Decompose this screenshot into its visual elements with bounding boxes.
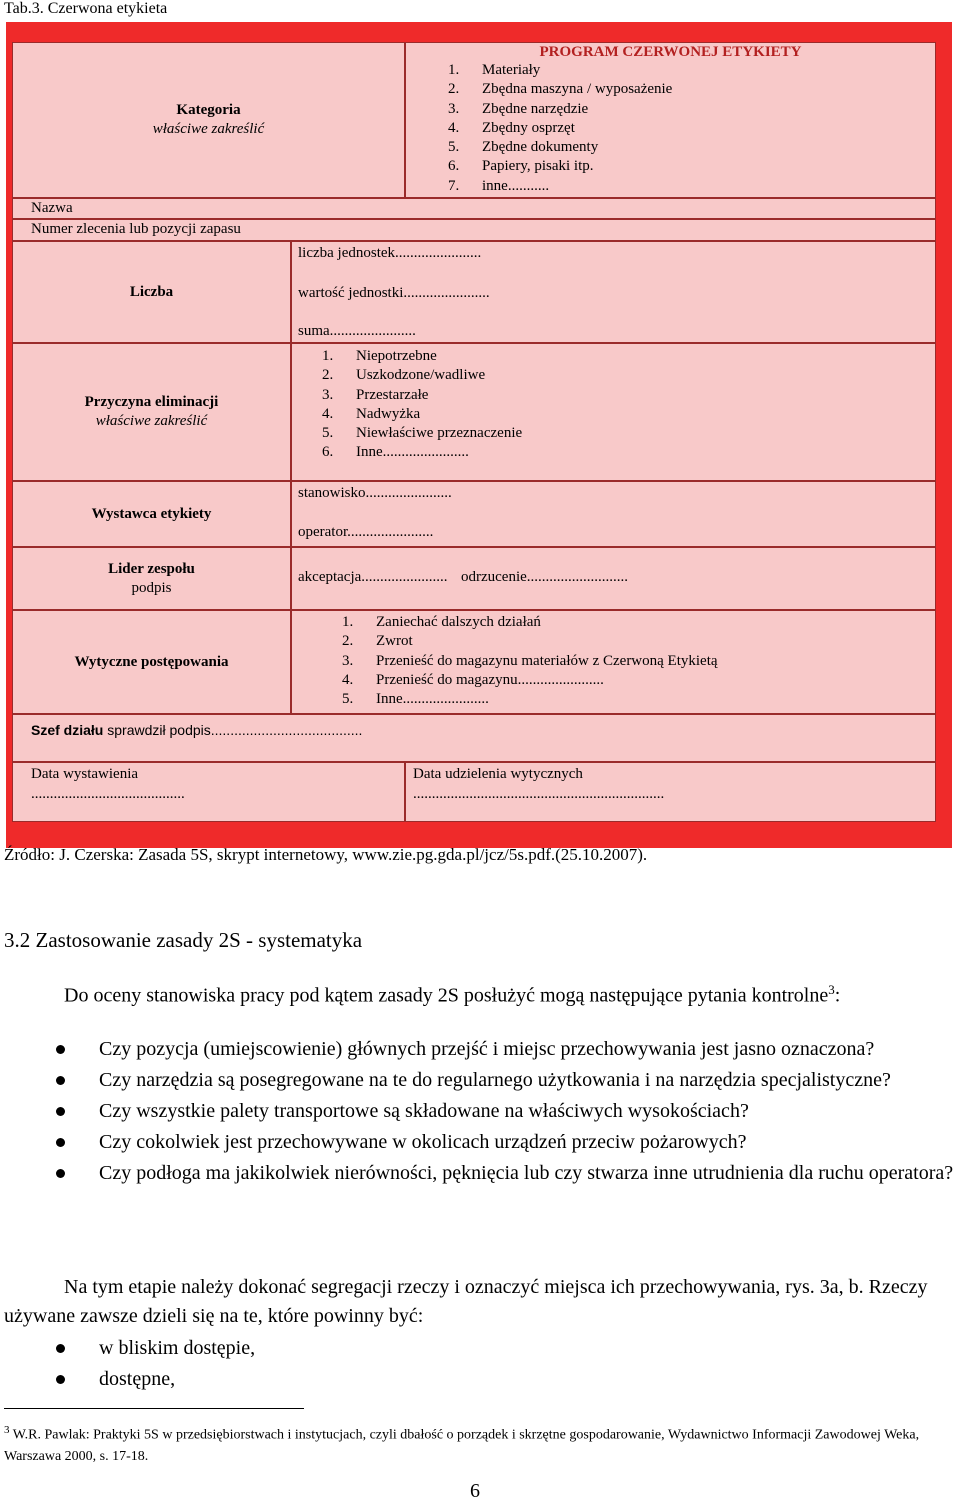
suma: suma....................... bbox=[298, 323, 416, 339]
category-item bbox=[448, 138, 672, 157]
reason-item-number: 4. bbox=[322, 405, 334, 422]
category-list bbox=[448, 61, 672, 196]
reason-item-number: 2. bbox=[322, 367, 334, 384]
bullet-icon bbox=[56, 1076, 65, 1085]
numer-label: Numer zlecenia lub pozycji zapasu bbox=[31, 221, 241, 237]
lider-cell bbox=[12, 547, 291, 610]
question-item bbox=[56, 1097, 956, 1126]
reason-item-text: Inne....................... bbox=[356, 444, 469, 461]
category-item-number: 5. bbox=[448, 139, 460, 156]
odrzucenie: odrzucenie........................... bbox=[461, 569, 629, 585]
intro-paragraph bbox=[4, 975, 956, 1011]
segregation-paragraph: Na tym etapie należy dokonać segregacji rzeczy i oznaczyć miejsca ich przechowywania, rys. 3a, b. Rzeczy używane zawsze dzieli się na te, które powinny być: bbox=[4, 1276, 928, 1327]
liczba-label: Liczba bbox=[129, 283, 174, 300]
szef-text: sprawdził podpis....................................... bbox=[103, 722, 363, 738]
przyczyna-hint: właściwe zakreślić bbox=[95, 413, 208, 429]
guideline-item-number: 3. bbox=[342, 652, 354, 669]
lider-podpis: podpis bbox=[131, 579, 172, 596]
category-item bbox=[448, 100, 672, 119]
wytyczne-label: Wytyczne postępowania bbox=[74, 653, 229, 670]
category-item bbox=[448, 157, 672, 176]
category-item-text: Zbędna maszyna / wyposażenie bbox=[482, 81, 673, 98]
przyczyna-label: Przyczyna eliminacji bbox=[84, 394, 219, 410]
intro-text: Do oceny stanowiska pracy pod kątem zasady 2S posłużyć mogą następujące pytania kontrolne bbox=[64, 984, 829, 1007]
guideline-item bbox=[342, 652, 718, 671]
category-item-text: Zbędne dokumenty bbox=[482, 139, 599, 156]
program-title: PROGRAM CZERWONEJ ETYKIETY bbox=[539, 44, 802, 60]
bullet-icon bbox=[56, 1138, 65, 1147]
question-item bbox=[56, 1159, 956, 1188]
guideline-item-text: Zaniechać dalszych działań bbox=[376, 614, 541, 630]
data-udzielenia-dots: ................................................................... bbox=[413, 786, 665, 802]
guideline-item bbox=[342, 671, 718, 690]
guideline-item-text: Zwrot bbox=[376, 633, 413, 650]
liczba-cell bbox=[12, 241, 291, 343]
data-udzielenia-label: Data udzielenia wytycznych bbox=[413, 766, 583, 782]
reason-item-number: 6. bbox=[322, 444, 334, 461]
category-item bbox=[448, 119, 672, 138]
table-caption: Tab.3. Czerwona etykieta bbox=[4, 0, 168, 17]
wytyczne-values-cell bbox=[291, 610, 936, 714]
guideline-item-number: 4. bbox=[342, 671, 354, 688]
footnote-text: W.R. Pawlak: Praktyki 5S w przedsiębiorstwach i instytucjach, czyli dbałość o porządek i skrzętne gospodarowanie, Wydawnictwo Informacji Zawodowej Weka, Warszawa 2000, s. 17-18. bbox=[4, 1427, 920, 1464]
guideline-item bbox=[342, 613, 718, 632]
przyczyna-cell bbox=[12, 343, 291, 481]
category-item-number: 6. bbox=[448, 158, 460, 175]
footnote-separator bbox=[4, 1408, 304, 1409]
data-wystawienia-cell bbox=[12, 762, 405, 822]
wartosc-jednostki: wartość jednostki....................... bbox=[298, 285, 490, 301]
przyczyna-values-cell bbox=[291, 343, 936, 481]
nazwa-label: Nazwa bbox=[31, 200, 73, 216]
category-item bbox=[448, 177, 672, 196]
question-item bbox=[56, 1066, 956, 1095]
reason-item-number: 5. bbox=[322, 425, 334, 442]
guideline-item bbox=[342, 632, 718, 651]
liczba-jednostek: liczba jednostek....................... bbox=[298, 245, 482, 261]
intro-tail: : bbox=[834, 984, 841, 1007]
lider-values-cell bbox=[291, 547, 936, 610]
category-item bbox=[448, 61, 672, 80]
reason-item-text: Niewłaściwe przeznaczenie bbox=[356, 425, 523, 442]
wytyczne-cell bbox=[12, 610, 291, 714]
reason-item-text: Przestarzałe bbox=[356, 386, 429, 403]
kategoria-label: Kategoria bbox=[176, 102, 241, 118]
question-item bbox=[56, 1128, 956, 1157]
question-item-text: Czy cokolwiek jest przechowywane w okolicach urządzeń przeciw pożarowych? bbox=[99, 1131, 747, 1153]
question-item bbox=[56, 1035, 956, 1064]
page-number: 6 bbox=[470, 1480, 480, 1502]
section-heading: 3.2 Zastosowanie zasady 2S - systematyka bbox=[4, 928, 363, 952]
category-item-number: 4. bbox=[448, 119, 460, 136]
szef-line bbox=[31, 721, 362, 740]
stanowisko: stanowisko....................... bbox=[298, 485, 452, 501]
bullet-icon bbox=[56, 1045, 65, 1054]
kategoria-hint: właściwe zakreślić bbox=[152, 121, 265, 137]
data-wystawienia-dots: ......................................... bbox=[31, 786, 185, 802]
guideline-item-number: 5. bbox=[342, 691, 354, 708]
reason-list bbox=[322, 347, 522, 463]
intro-footnote-ref: 3 bbox=[828, 982, 835, 997]
reason-item bbox=[322, 443, 522, 462]
footnote-number: 3 bbox=[4, 1424, 10, 1436]
reason-item-text: Nadwyżka bbox=[356, 405, 421, 422]
guideline-item-text: Przenieść do magazynu....................... bbox=[376, 671, 604, 688]
nazwa-cell bbox=[12, 198, 936, 219]
category-item-text: Zbędne narzędzie bbox=[482, 100, 589, 117]
reason-item bbox=[322, 347, 522, 366]
guideline-item bbox=[342, 690, 718, 709]
bullet-icon bbox=[56, 1375, 65, 1384]
reason-item bbox=[322, 366, 522, 385]
category-item-number: 7. bbox=[448, 177, 460, 194]
category-item-number: 2. bbox=[448, 81, 460, 98]
lider-label: Lider zespołu bbox=[108, 560, 195, 577]
wystawca-label: Wystawca etykiety bbox=[91, 505, 212, 522]
category-item-text: Papiery, pisaki itp. bbox=[482, 158, 594, 175]
reason-item-number: 3. bbox=[322, 386, 334, 403]
bullet-icon bbox=[56, 1344, 65, 1353]
source-note: Źródło: J. Czerska: Zasada 5S, skrypt internetowy, www.zie.pg.gda.pl/jcz/5s.pdf.(25.10.2007). bbox=[4, 845, 648, 864]
red-tag-form bbox=[6, 22, 952, 848]
wystawca-values-cell bbox=[291, 481, 936, 547]
liczba-values-cell bbox=[291, 241, 936, 343]
guideline-item-number: 2. bbox=[342, 633, 354, 650]
question-item-text: Czy pozycja (umiejscowienie) głównych przejść i miejsc przechowywania jest jasno oznaczona? bbox=[99, 1038, 875, 1060]
reason-item-text: Uszkodzone/wadliwe bbox=[356, 367, 486, 384]
szef-cell bbox=[12, 714, 936, 762]
access-item bbox=[56, 1365, 956, 1394]
category-item bbox=[448, 80, 672, 99]
category-item-text: Materiały bbox=[482, 62, 541, 78]
guideline-item-number: 1. bbox=[342, 614, 354, 630]
data-udzielenia-cell bbox=[405, 762, 936, 822]
wystawca-cell bbox=[12, 481, 291, 547]
question-item-text: Czy podłoga ma jakikolwiek nierówności, pęknięcia lub czy stwarza inne utrudnienia dla ruchu operatora? bbox=[99, 1162, 954, 1184]
category-item-number: 1. bbox=[448, 62, 460, 78]
access-item-text: dostępne, bbox=[99, 1368, 176, 1390]
numer-cell bbox=[12, 219, 936, 241]
access-list bbox=[56, 1334, 956, 1396]
reason-item-number: 1. bbox=[322, 348, 334, 364]
szef-label: Szef działu bbox=[31, 722, 104, 738]
reason-item bbox=[322, 386, 522, 405]
guideline-item-text: Inne....................... bbox=[376, 691, 489, 708]
footnote bbox=[4, 1420, 954, 1467]
bullet-icon bbox=[56, 1169, 65, 1178]
category-item-text: Zbędny osprzęt bbox=[482, 119, 575, 136]
question-item-text: Czy narzędzia są posegregowane na te do regularnego użytkowania i na narzędzia specjalistyczne? bbox=[99, 1069, 891, 1091]
data-wystawienia-label: Data wystawienia bbox=[31, 766, 139, 782]
access-item-text: w bliskim dostępie, bbox=[99, 1337, 256, 1359]
reason-item-text: Niepotrzebne bbox=[356, 348, 437, 364]
reason-item bbox=[322, 405, 522, 424]
akceptacja: akceptacja....................... bbox=[298, 569, 448, 585]
reason-item bbox=[322, 424, 522, 443]
program-cell bbox=[405, 42, 936, 198]
category-item-text: inne........... bbox=[482, 177, 550, 194]
guideline-item-text: Przenieść do magazynu materiałów z Czerwoną Etykietą bbox=[376, 652, 718, 669]
question-list bbox=[56, 1035, 956, 1190]
kategoria-cell bbox=[12, 42, 405, 198]
guideline-list bbox=[342, 613, 718, 709]
bullet-icon bbox=[56, 1107, 65, 1116]
access-item bbox=[56, 1334, 956, 1363]
question-item-text: Czy wszystkie palety transportowe są składowane na właściwych wysokościach? bbox=[99, 1100, 749, 1122]
category-item-number: 3. bbox=[448, 100, 460, 117]
operator: operator....................... bbox=[298, 524, 434, 540]
